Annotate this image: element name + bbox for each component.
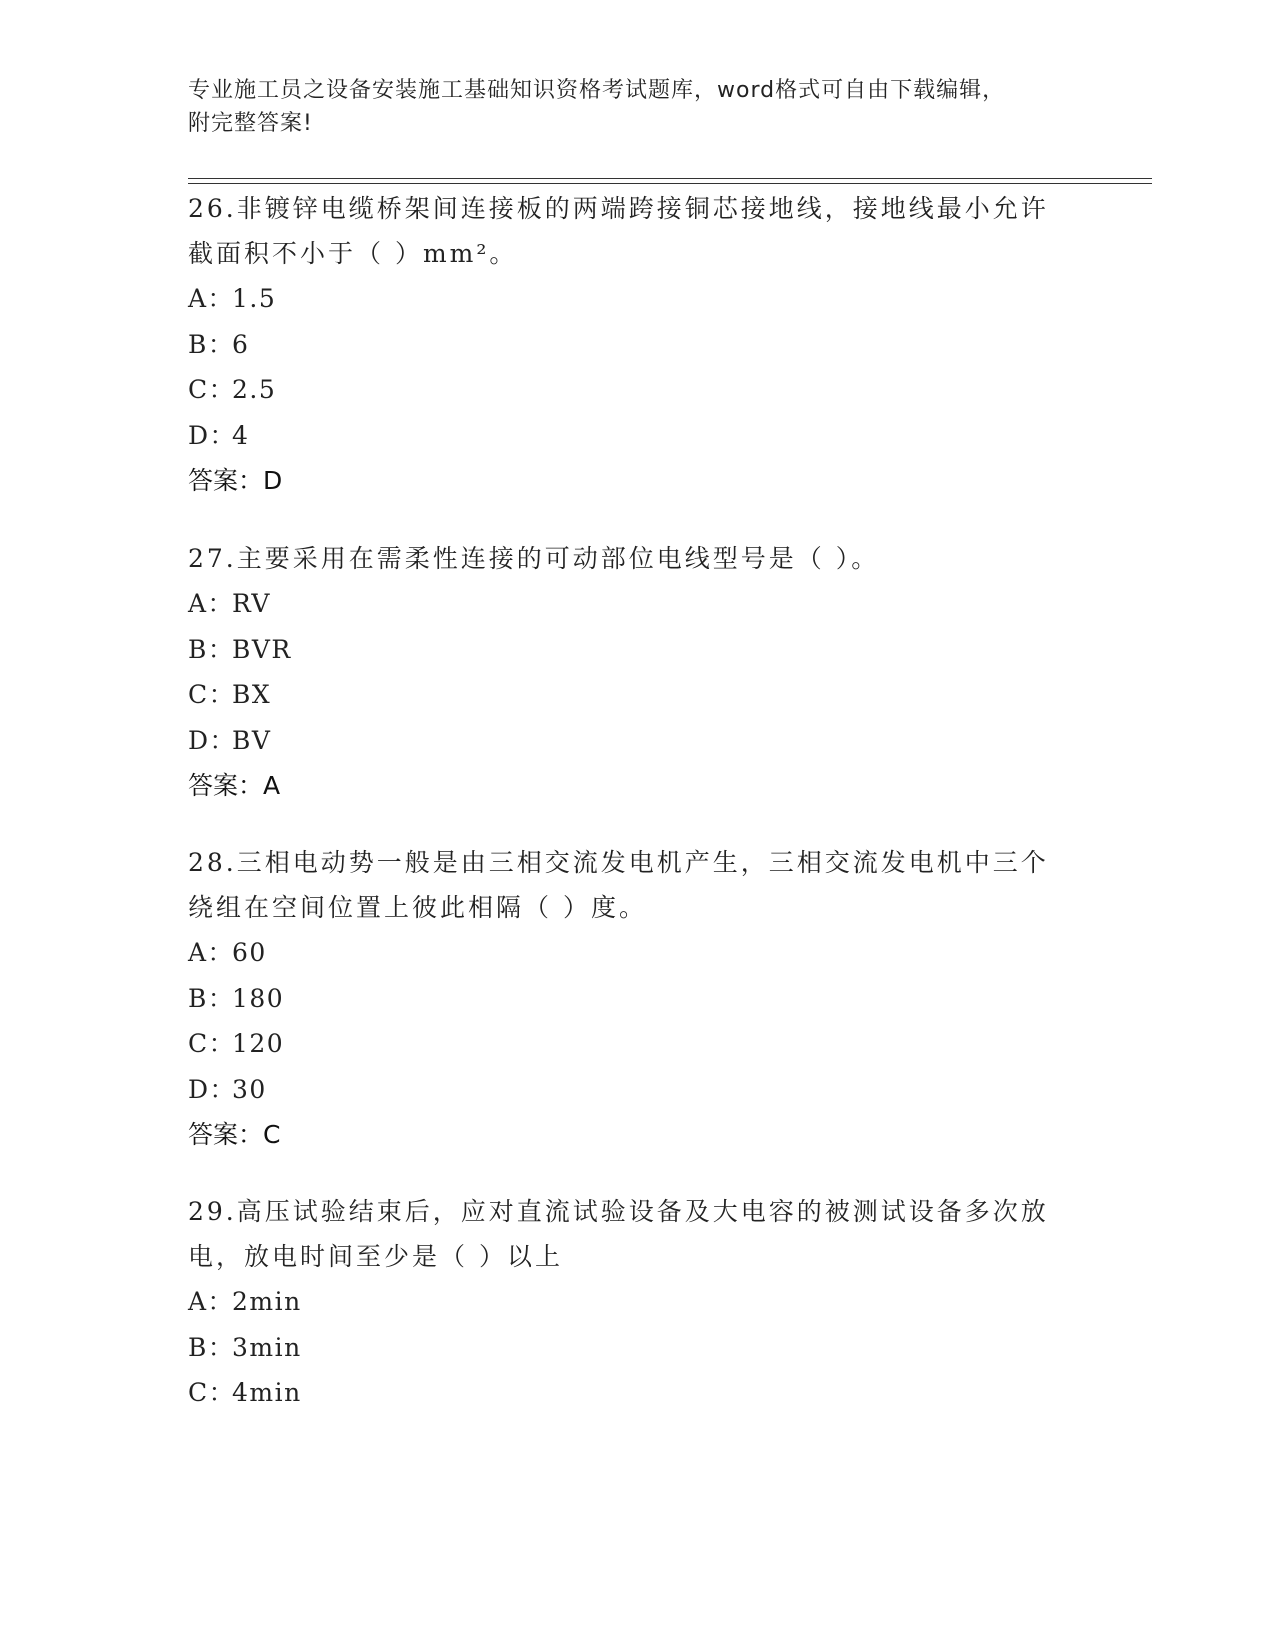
stem-line: 电，放电时间至少是（ ）以上 [188, 1242, 563, 1271]
option-a [188, 1279, 1088, 1325]
option-letter: A： [188, 284, 235, 313]
option-b [188, 322, 1088, 368]
option-text: 180 [232, 983, 285, 1013]
question-28 [188, 840, 1088, 1157]
option-text: 2min [232, 1287, 302, 1316]
stem-line: 28.三相电动势一般是由三相交流发电机产生，三相交流发电机中三个 [188, 848, 1049, 877]
option-text: 6 [232, 329, 250, 359]
question-stem [188, 1189, 1088, 1279]
header-line-1: 专业施工员之设备安装施工基础知识资格考试题库，word格式可自由下载编辑， [188, 78, 1006, 103]
option-letter: B： [188, 329, 235, 359]
option-letter: B： [188, 983, 235, 1013]
question-29 [188, 1189, 1088, 1416]
answer: 答案：C [188, 1120, 281, 1149]
option-text: 4 [232, 420, 250, 450]
option-letter: D： [188, 420, 237, 450]
option-text: 60 [232, 938, 267, 967]
option-d [188, 718, 1088, 764]
stem-line: 26.非镀锌电缆桥架间连接板的两端跨接铜芯接地线，接地线最小允许 [188, 194, 1049, 223]
question-stem [188, 186, 1088, 276]
stem-line: 绕组在空间位置上彼此相隔（ ）度。 [188, 893, 647, 922]
option-text: 120 [232, 1029, 285, 1058]
option-text: BV [232, 725, 272, 755]
option-c [188, 1370, 1088, 1416]
option-letter: D： [188, 725, 237, 755]
question-stem [188, 840, 1088, 930]
header-line-2: 附完整答案! [188, 111, 313, 136]
option-c [188, 367, 1088, 413]
stem-line: 27.主要采用在需柔性连接的可动部位电线型号是（ ）。 [188, 544, 880, 573]
option-text: 1.5 [232, 284, 277, 313]
stem-line: 截面积不小于（ ）mm²。 [188, 239, 518, 268]
option-text: 3min [232, 1332, 302, 1362]
header-divider [188, 178, 1152, 184]
option-letter: C： [188, 1378, 236, 1407]
option-letter: D： [188, 1074, 237, 1104]
question-27 [188, 536, 1088, 808]
question-26 [188, 186, 1088, 503]
option-letter: C： [188, 680, 236, 709]
option-letter: B： [188, 634, 235, 664]
option-letter: A： [188, 1287, 235, 1316]
option-d [188, 413, 1088, 459]
option-b [188, 1325, 1088, 1371]
option-text: 30 [232, 1074, 267, 1104]
option-a [188, 276, 1088, 322]
stem-line: 29.高压试验结束后，应对直流试验设备及大电容的被测试设备多次放 [188, 1197, 1049, 1226]
option-text: 2.5 [232, 375, 277, 404]
option-letter: A： [188, 589, 235, 618]
option-text: RV [232, 589, 271, 618]
option-c [188, 1021, 1088, 1067]
option-letter: A： [188, 938, 235, 967]
option-letter: C： [188, 375, 236, 404]
question-stem [188, 536, 1088, 581]
option-b [188, 627, 1088, 673]
option-b [188, 976, 1088, 1022]
document-header [188, 74, 1088, 140]
option-d [188, 1067, 1088, 1113]
answer: 答案：D [188, 466, 283, 495]
option-c [188, 672, 1088, 718]
option-letter: C： [188, 1029, 236, 1058]
option-a [188, 930, 1088, 976]
option-letter: B： [188, 1332, 235, 1362]
option-text: 4min [232, 1378, 302, 1407]
option-text: BX [232, 680, 272, 709]
option-text: BVR [232, 634, 292, 664]
answer: 答案：A [188, 771, 281, 800]
option-a [188, 581, 1088, 627]
